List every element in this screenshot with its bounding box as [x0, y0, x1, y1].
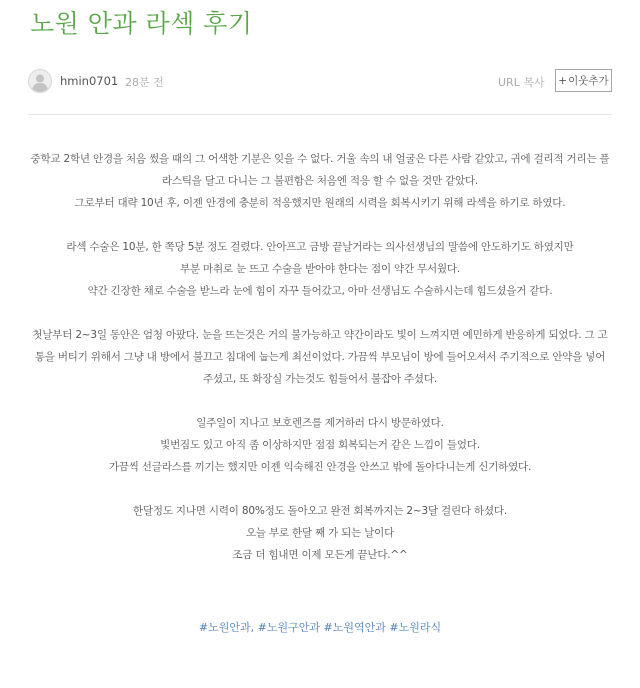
body-paragraph: 조금 더 힘내면 이제 모든게 끝난다.^^	[232, 549, 408, 561]
post-title: 노원 안과 라섹 후기	[30, 9, 253, 38]
avatar[interactable]	[28, 69, 52, 93]
divider	[28, 114, 612, 115]
body-paragraph: 약간 긴장한 채로 수술을 받느라 눈에 힘이 자꾸 들어갔고, 아마 선생님도 수술하시는데 힘드셨을거 같다.	[87, 285, 553, 297]
plus-icon: +	[558, 74, 568, 87]
url-copy-button[interactable]: URL 복사	[498, 76, 545, 89]
paragraph-spacer	[30, 390, 610, 412]
paragraph-spacer	[30, 214, 610, 236]
body-paragraph: 라섹 수술은 10분, 한 쪽당 5분 정도 걸렸다. 안아프고 금방 끝날거라는 의사선생님의 말씀에 안도하기도 하였지만	[66, 241, 574, 253]
tag-separator: ,	[250, 621, 258, 634]
tag-list	[0, 619, 640, 635]
paragraph-spacer	[30, 302, 610, 324]
tag-link[interactable]: #노원역안과	[323, 621, 386, 634]
post-meta-bar	[28, 68, 612, 96]
body-paragraph: 중학교 2학년 안경을 처음 썼을 때의 그 어색한 기분은 잊을 수 없다. 거울 속의 내 얼굴은 다른 사람 같았고, 귀에 걸리적 거리는 플라스틱을 달고 다니는 그 불편함은 처음엔 적응 할 수 없을 것만 같았다.	[30, 153, 610, 187]
body-paragraph: 한달정도 지나면 시력이 80%정도 돌아오고 완전 회복까지는 2~3달 걸린다 하셨다.	[133, 505, 507, 517]
author-name[interactable]: hmin0701	[60, 74, 119, 88]
body-paragraph: 가끔씩 선글라스를 끼기는 했지만 이젠 익숙해진 안경을 안쓰고 밖에 돌아다니는게 신기하였다.	[108, 461, 532, 473]
body-paragraph: 일주일이 지나고 보호렌즈를 제거하러 다시 방문하였다.	[196, 417, 444, 429]
post-body	[30, 148, 610, 566]
tag-link[interactable]: #노원라식	[389, 621, 442, 634]
body-paragraph: 그로부터 대략 10년 후, 이젠 안경에 충분히 적응했지만 원래의 시력을 회복시키기 위해 라섹을 하기로 하였다.	[74, 197, 566, 209]
body-paragraph: 부분 마취로 눈 뜨고 수술을 받아야 한다는 점이 약간 무서웠다.	[180, 263, 460, 275]
body-paragraph: 첫날부터 2~3일 동안은 엄청 아팠다. 눈을 뜨는것은 거의 불가능하고 약간이라도 빛이 느껴지면 예민하게 반응하게 되었다. 그 고통을 버티기 위해서 그냥 내 방에서 불끄고 침대에 눕는게 최선이었다. 가끔씩 부모님이 방에 들어오셔서 주기적으로 안약을 넣어주셨고, 또 화장실 가는것도 힘들어서 불잡아 주셨다.	[32, 329, 608, 385]
tag-link[interactable]: #노원안과	[198, 621, 251, 634]
add-neighbor-button[interactable]	[555, 69, 612, 92]
tag-link[interactable]: #노원구안과	[257, 621, 320, 634]
add-neighbor-label: 이웃추가	[568, 75, 609, 87]
body-paragraph: 빛번짐도 있고 아직 좀 이상하지만 점점 회복되는거 같은 느낌이 들었다.	[160, 439, 480, 451]
post-time: 28분 전	[125, 76, 164, 89]
paragraph-spacer	[30, 478, 610, 500]
default-user-icon	[29, 70, 51, 92]
body-paragraph: 오늘 부로 한달 째 가 되는 날이다	[245, 527, 395, 539]
